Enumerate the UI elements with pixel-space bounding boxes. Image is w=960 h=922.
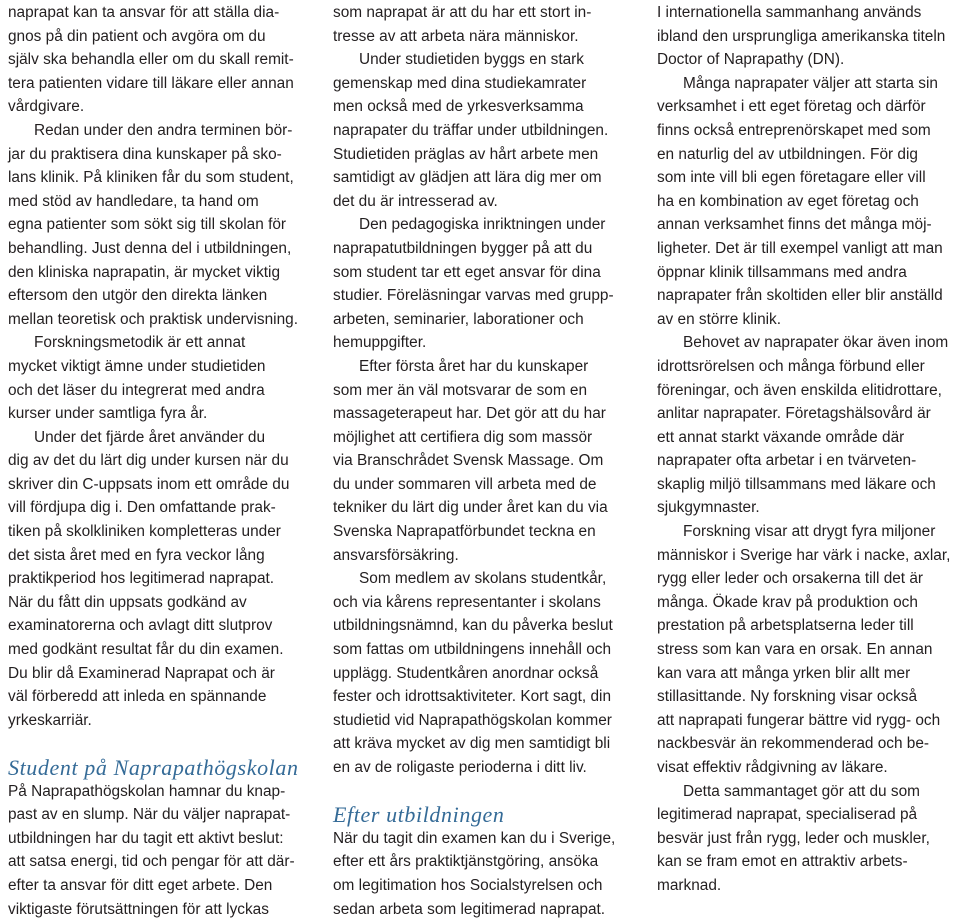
text-line: Forskningsmetodik är ett annat xyxy=(34,334,246,352)
text-line: Doctor of Naprapathy (DN). xyxy=(657,51,845,69)
text-line: med godkänt resultat får du din examen. xyxy=(8,641,284,659)
text-line: med stöd av handledare, ta hand om xyxy=(8,192,259,210)
text-line: prestation på arbetsplatserna leder till xyxy=(657,617,914,635)
text-line: vårdgivare. xyxy=(8,98,85,116)
text-line: ligheter. Det är till exempel vanligt att man xyxy=(657,239,943,257)
text-line: efter ett års praktiktjänstgöring, ansöka xyxy=(333,853,599,871)
text-line: stillasittande. Ny forskning visar också xyxy=(657,688,918,706)
text-line: tekniker du lärt dig under året kan du via xyxy=(333,499,608,517)
text-line: Behovet av naprapater ökar även inom xyxy=(683,334,949,352)
text-line: egna patienter som sökt sig till skolan för xyxy=(8,216,287,234)
text-line: tera patienten vidare till läkare eller annan xyxy=(8,74,294,92)
text-line: jar du praktisera dina kunskaper på sko- xyxy=(8,145,282,163)
section-heading: Student på Naprapathögskolan xyxy=(8,755,299,780)
text-line: massageterapeut har. Det gör att du har xyxy=(333,405,606,423)
text-line: men också med de yrkesverksamma xyxy=(333,98,584,116)
text-line: När du tagit din examen kan du i Sverige, xyxy=(333,829,616,847)
text-line: dig av det du lärt dig under kursen när du xyxy=(8,452,289,470)
text-line: ha en kombination av eget företag och xyxy=(657,192,919,210)
text-line: Du blir då Examinerad Naprapat och är xyxy=(8,664,275,682)
text-line: lans klinik. På kliniken får du som student, xyxy=(8,169,294,187)
paragraph xyxy=(8,119,320,331)
text-line: annan verksamhet finns det många möj- xyxy=(657,216,932,234)
paragraph xyxy=(333,1,645,48)
text-line: naprapater från skoltiden eller blir anställd xyxy=(657,287,943,305)
text-line: ansvarsförsäkring. xyxy=(333,546,459,564)
text-line: mycket viktigt ämne under studietiden xyxy=(8,357,266,375)
text-line: samtidigt av glädjen att lära dig mer om xyxy=(333,169,602,187)
text-line: sjukgymnaster. xyxy=(657,499,760,517)
text-line: själv ska behandla eller om du skall remit- xyxy=(8,51,294,69)
text-line: visat effektiv rådgivning av läkare. xyxy=(657,759,888,776)
text-line: naprapater ofta arbetar i en tvärveten- xyxy=(657,452,917,470)
text-line: många. Ökade krav på produktion och xyxy=(657,593,918,611)
paragraph xyxy=(333,827,645,921)
text-line: behandling. Just denna del i utbildningen, xyxy=(8,239,292,257)
text-line: legitimerad naprapat, specialiserad på xyxy=(657,806,918,824)
text-line: Efter första året har du kunskaper xyxy=(359,357,589,375)
paragraph xyxy=(657,520,957,780)
text-line: som fattas om utbildningens innehåll och xyxy=(333,641,612,659)
text-line: som mer än väl motsvarar de som en xyxy=(333,381,588,399)
paragraph xyxy=(333,213,645,355)
section-heading: Efter utbildningen xyxy=(333,802,505,828)
text-column-1 xyxy=(8,1,320,921)
text-line: som inte vill bli egen företagare eller vill xyxy=(657,169,926,187)
text-line: tiken på skolkliniken kompletteras under xyxy=(8,523,281,541)
text-line: människor i Sverige har värk i nacke, axlar, xyxy=(657,546,951,564)
paragraph xyxy=(8,780,320,922)
text-line: naprapater du träffar under utbildningen. xyxy=(333,121,609,139)
paragraph xyxy=(657,780,957,898)
text-line: som naprapat är att du har ett stort in- xyxy=(333,4,592,21)
text-line: öppnar klinik tillsammans med andra xyxy=(657,263,907,281)
text-line: gemenskap med dina studiekamrater xyxy=(333,74,587,92)
text-line: kan se fram emot en attraktiv arbets- xyxy=(657,853,908,871)
text-line: När du fått din uppsats godkänd av xyxy=(8,593,247,611)
text-line: väl förberedd att inleda en spännande xyxy=(8,688,267,706)
text-line: Detta sammantaget gör att du som xyxy=(683,782,920,800)
text-line: Som medlem av skolans studentkår, xyxy=(359,570,607,588)
text-column-3 xyxy=(657,1,957,898)
text-line: arbeten, seminarier, laborationer och xyxy=(333,310,584,328)
text-line: finns också entreprenörskapet med som xyxy=(657,121,931,139)
text-line: sedan arbeta som legitimerad naprapat. xyxy=(333,900,606,918)
text-line: skaplig miljö tillsammans med läkare och xyxy=(657,475,936,493)
text-column-2 xyxy=(333,1,645,921)
text-line: du under sommaren vill arbeta med de xyxy=(333,475,597,493)
text-line: kan vara att många yrken blir allt mer xyxy=(657,664,911,682)
text-line: en naturlig del av utbildningen. För dig xyxy=(657,145,918,163)
text-line: examinatorerna och avlagt ditt slutprov xyxy=(8,617,273,635)
text-line: föreningar, och även enskilda elitidrottare, xyxy=(657,381,942,399)
text-line: Under det fjärde året använder du xyxy=(34,428,266,446)
text-line: anlitar naprapater. Företagshälsovård är xyxy=(657,405,931,423)
text-line: studietid vid Naprapathögskolan kommer xyxy=(333,711,612,729)
paragraph xyxy=(657,331,957,520)
text-line: marknad. xyxy=(657,876,722,894)
text-line: past av en slump. När du väljer naprapat- xyxy=(8,806,291,824)
text-line: stress som kan vara en orsak. En annan xyxy=(657,641,933,659)
text-line: praktikperiod hos legitimerad naprapat. xyxy=(8,570,275,588)
text-line: I internationella sammanhang används xyxy=(657,4,922,21)
text-line: rygg eller leder och orsakerna till det är xyxy=(657,570,924,588)
paragraph xyxy=(8,1,320,119)
text-line: en av de roligaste perioderna i ditt liv. xyxy=(333,759,587,776)
text-line: mellan teoretisk och praktisk undervisning. xyxy=(8,310,298,328)
text-line: studier. Föreläsningar varvas med grupp- xyxy=(333,287,614,305)
text-line: Många naprapater väljer att starta sin xyxy=(683,74,938,92)
text-line: fester och idrottsaktiviteter. Kort sagt, din xyxy=(333,688,612,706)
text-line: att satsa energi, tid och pengar för att där- xyxy=(8,853,295,871)
text-line: naprapat kan ta ansvar för att ställa dia- xyxy=(8,4,280,21)
text-line: verksamhet i ett eget företag och därför xyxy=(657,98,926,116)
text-line: det du är intresserad av. xyxy=(333,192,498,210)
text-line: Under studietiden byggs en stark xyxy=(359,51,585,69)
text-line: upplägg. Studentkåren anordnar också xyxy=(333,664,599,682)
text-line: tresse av att arbeta nära människor. xyxy=(333,27,579,45)
text-line: idrottsrörelsen och många förbund eller xyxy=(657,357,925,375)
text-line: som student tar ett eget ansvar för dina xyxy=(333,263,601,281)
text-line: och via kårens representanter i skolans xyxy=(333,593,601,611)
text-line: efter ta ansvar för ditt eget arbete. Den xyxy=(8,876,273,894)
text-line: naprapatutbildningen bygger på att du xyxy=(333,239,593,257)
paragraph xyxy=(8,331,320,425)
text-line: gnos på din patient och avgöra om du xyxy=(8,27,266,45)
text-line: Forskning visar att drygt fyra miljoner xyxy=(683,523,936,541)
text-line: Redan under den andra terminen bör- xyxy=(34,121,293,139)
paragraph xyxy=(657,1,957,72)
paragraph xyxy=(657,72,957,332)
text-line: Studietiden präglas av hårt arbete men xyxy=(333,145,599,163)
text-line: kurser under samtliga fyra år. xyxy=(8,405,208,423)
paragraph xyxy=(333,355,645,567)
text-line: Den pedagogiska inriktningen under xyxy=(359,216,606,234)
text-line: via Branschrådet Svensk Massage. Om xyxy=(333,452,604,470)
text-line: att naprapati fungerar bättre vid rygg- och xyxy=(657,711,941,729)
text-line: eftersom den utgör den direkta länken xyxy=(8,287,268,305)
text-line: vill fördjupa dig i. Den omfattande prak- xyxy=(8,499,276,517)
text-line: hemuppgifter. xyxy=(333,334,427,352)
text-line: På Naprapathögskolan hamnar du knap- xyxy=(8,782,286,800)
text-line: av en större klinik. xyxy=(657,310,782,328)
text-line: skriver din C-uppsats inom ett område du xyxy=(8,475,290,493)
text-line: utbildningen har du tagit ett aktivt beslut: xyxy=(8,829,284,847)
text-line: besvär just från rygg, leder och muskler, xyxy=(657,829,930,847)
text-line: yrkeskarriär. xyxy=(8,711,92,729)
paragraph xyxy=(8,426,320,733)
text-line: och det läser du integrerat med andra xyxy=(8,381,265,399)
text-line: möjlighet att certifiera dig som massör xyxy=(333,428,593,446)
text-line: viktigaste förutsättningen för att lyckas xyxy=(8,900,269,918)
text-line: Svenska Naprapatförbundet teckna en xyxy=(333,523,596,541)
text-line: utbildningsnämnd, kan du påverka beslut xyxy=(333,617,613,635)
text-line: ett annat starkt växande område där xyxy=(657,428,905,446)
text-line: det sista året med en fyra veckor lång xyxy=(8,546,265,564)
text-line: ibland den ursprungliga amerikanska titeln xyxy=(657,27,946,45)
text-line: att kräva mycket av dig men samtidigt bli xyxy=(333,735,611,753)
paragraph xyxy=(333,567,645,779)
text-line: den kliniska naprapatin, är mycket viktig xyxy=(8,263,281,281)
text-line: nackbesvär än rekommenderad och be- xyxy=(657,735,930,753)
paragraph xyxy=(333,48,645,213)
text-line: om legitimation hos Socialstyrelsen och xyxy=(333,876,603,894)
